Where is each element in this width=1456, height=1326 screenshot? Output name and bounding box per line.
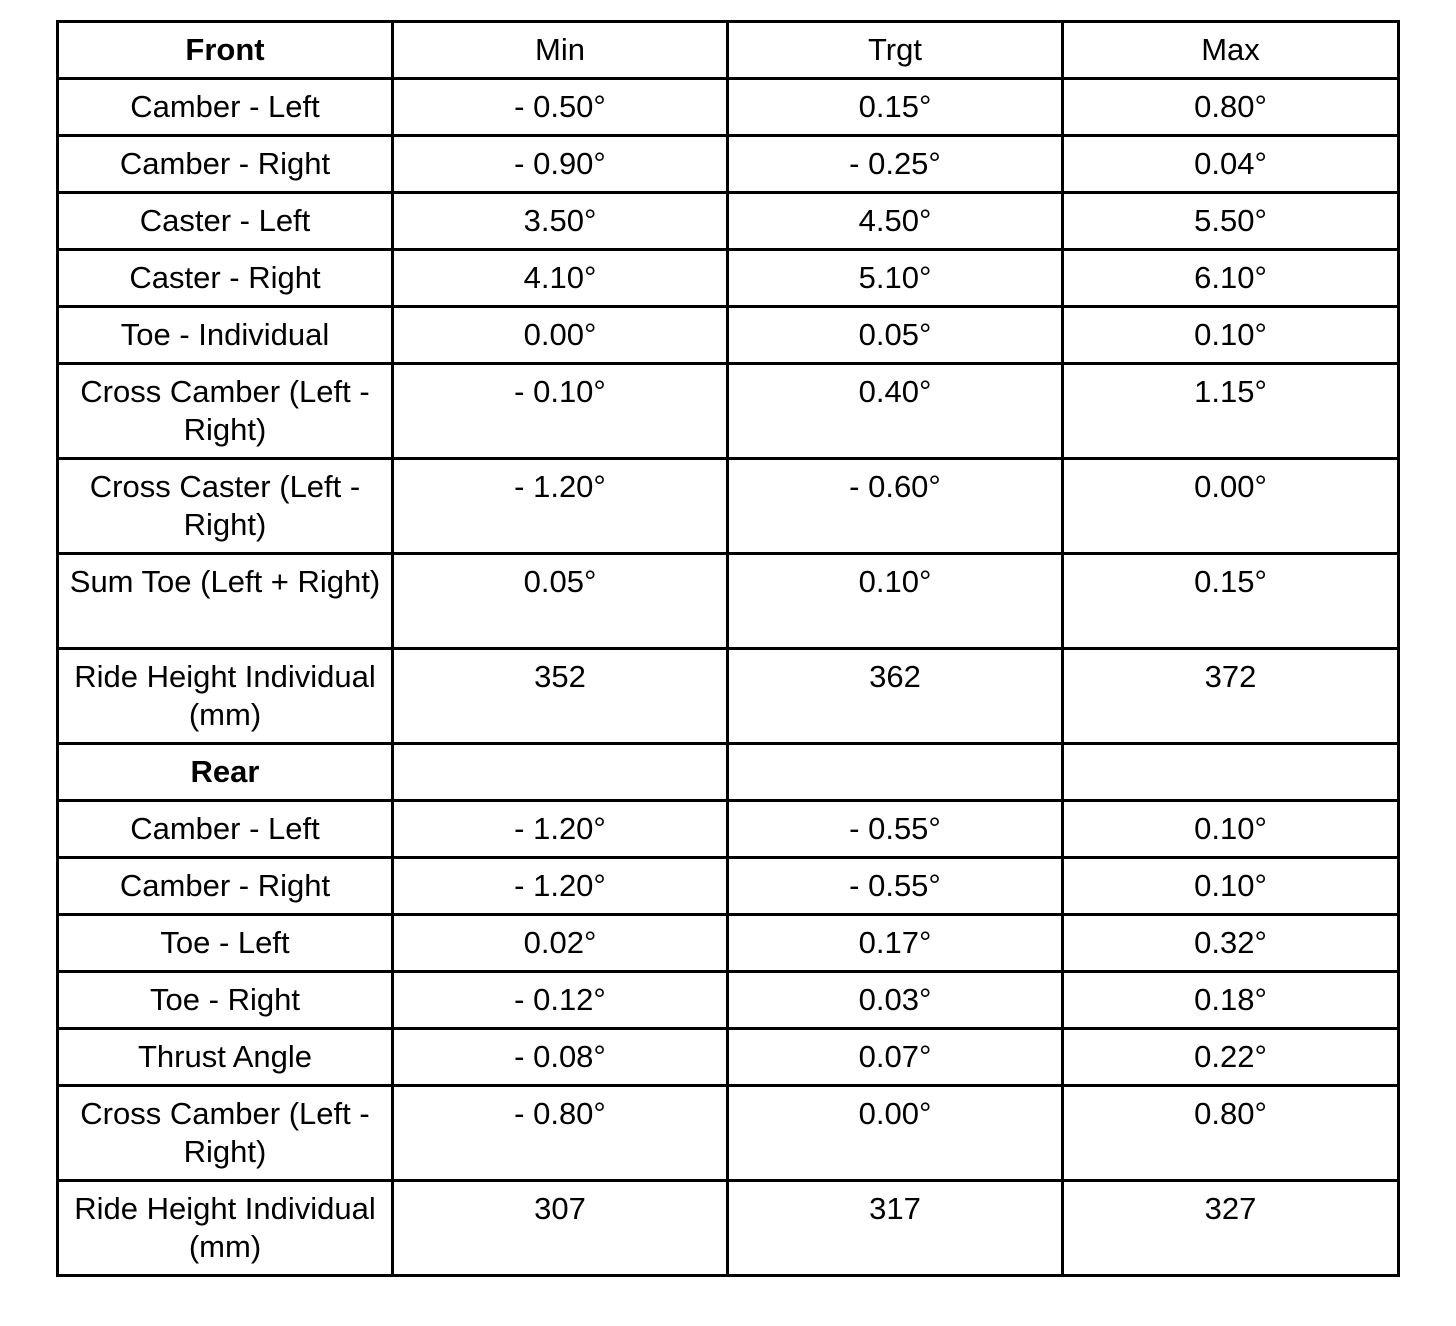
min-cell: 4.10°: [393, 250, 728, 307]
parameter-cell: Cross Camber (Left - Right): [58, 1086, 393, 1181]
max-cell: 6.10°: [1063, 250, 1399, 307]
target-cell: 0.40°: [728, 364, 1063, 459]
section-header-row: [58, 744, 1399, 801]
parameter-cell: Caster - Right: [58, 250, 393, 307]
min-cell: - 1.20°: [393, 858, 728, 915]
min-cell: - 1.20°: [393, 459, 728, 554]
max-cell: 0.00°: [1063, 459, 1399, 554]
target-cell: 4.50°: [728, 193, 1063, 250]
target-cell: 0.07°: [728, 1029, 1063, 1086]
min-cell: - 0.50°: [393, 79, 728, 136]
table-row: [58, 972, 1399, 1029]
target-cell: 0.03°: [728, 972, 1063, 1029]
min-cell: - 0.80°: [393, 1086, 728, 1181]
parameter-cell: Thrust Angle: [58, 1029, 393, 1086]
max-cell: 0.80°: [1063, 1086, 1399, 1181]
parameter-cell: Cross Camber (Left - Right): [58, 364, 393, 459]
max-cell: 0.15°: [1063, 554, 1399, 649]
max-cell: 0.32°: [1063, 915, 1399, 972]
table-row: [58, 364, 1399, 459]
min-cell: Min: [393, 22, 728, 79]
parameter-cell: Ride Height Individual (mm): [58, 649, 393, 744]
max-cell: 0.10°: [1063, 858, 1399, 915]
min-cell: - 0.10°: [393, 364, 728, 459]
parameter-cell: Toe - Right: [58, 972, 393, 1029]
max-cell: 327: [1063, 1181, 1399, 1276]
max-cell: 1.15°: [1063, 364, 1399, 459]
parameter-cell: Camber - Right: [58, 858, 393, 915]
parameter-cell: Front: [58, 22, 393, 79]
parameter-cell: Toe - Left: [58, 915, 393, 972]
table-row: [58, 554, 1399, 649]
max-cell: 0.04°: [1063, 136, 1399, 193]
table-row: [58, 79, 1399, 136]
min-cell: 0.05°: [393, 554, 728, 649]
min-cell: 3.50°: [393, 193, 728, 250]
parameter-cell: Camber - Left: [58, 79, 393, 136]
max-cell: 0.10°: [1063, 801, 1399, 858]
min-cell: - 0.90°: [393, 136, 728, 193]
max-cell: 0.22°: [1063, 1029, 1399, 1086]
table-row: [58, 136, 1399, 193]
alignment-spec-table: [56, 20, 1400, 1277]
table-row: [58, 193, 1399, 250]
parameter-cell: Rear: [58, 744, 393, 801]
target-cell: 0.10°: [728, 554, 1063, 649]
target-cell: [728, 744, 1063, 801]
min-cell: 307: [393, 1181, 728, 1276]
table-row: [58, 1181, 1399, 1276]
max-cell: 5.50°: [1063, 193, 1399, 250]
min-cell: - 1.20°: [393, 801, 728, 858]
max-cell: 0.80°: [1063, 79, 1399, 136]
min-cell: 352: [393, 649, 728, 744]
table-row: [58, 250, 1399, 307]
target-cell: - 0.25°: [728, 136, 1063, 193]
max-cell: Max: [1063, 22, 1399, 79]
table-row: [58, 915, 1399, 972]
target-cell: 0.17°: [728, 915, 1063, 972]
target-cell: 0.05°: [728, 307, 1063, 364]
table-row: [58, 801, 1399, 858]
target-cell: 0.15°: [728, 79, 1063, 136]
min-cell: - 0.12°: [393, 972, 728, 1029]
target-cell: - 0.55°: [728, 858, 1063, 915]
table-row: [58, 1086, 1399, 1181]
min-cell: 0.00°: [393, 307, 728, 364]
parameter-cell: Camber - Right: [58, 136, 393, 193]
min-cell: [393, 744, 728, 801]
max-cell: 0.18°: [1063, 972, 1399, 1029]
target-cell: - 0.55°: [728, 801, 1063, 858]
target-cell: 317: [728, 1181, 1063, 1276]
table-row: [58, 459, 1399, 554]
table-row: [58, 1029, 1399, 1086]
parameter-cell: Sum Toe (Left + Right): [58, 554, 393, 649]
target-cell: 0.00°: [728, 1086, 1063, 1181]
parameter-cell: Ride Height Individual (mm): [58, 1181, 393, 1276]
section-header-row: [58, 22, 1399, 79]
target-cell: - 0.60°: [728, 459, 1063, 554]
table-row: [58, 307, 1399, 364]
spec-table-body: [58, 22, 1399, 1276]
parameter-cell: Toe - Individual: [58, 307, 393, 364]
target-cell: 5.10°: [728, 250, 1063, 307]
max-cell: 0.10°: [1063, 307, 1399, 364]
target-cell: 362: [728, 649, 1063, 744]
min-cell: 0.02°: [393, 915, 728, 972]
table-row: [58, 649, 1399, 744]
max-cell: 372: [1063, 649, 1399, 744]
parameter-cell: Cross Caster (Left - Right): [58, 459, 393, 554]
max-cell: [1063, 744, 1399, 801]
table-row: [58, 858, 1399, 915]
parameter-cell: Camber - Left: [58, 801, 393, 858]
target-cell: Trgt: [728, 22, 1063, 79]
parameter-cell: Caster - Left: [58, 193, 393, 250]
min-cell: - 0.08°: [393, 1029, 728, 1086]
